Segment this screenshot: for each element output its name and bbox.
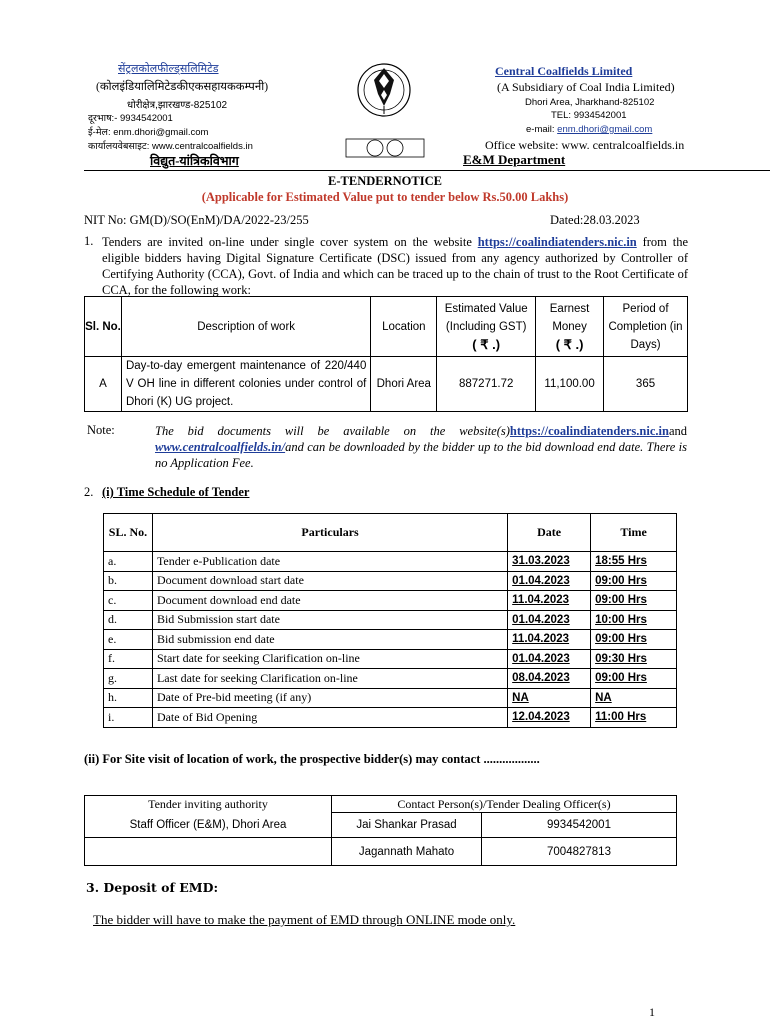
coal-india-logo [355,58,413,128]
sched-cell-date: 01.04.2023 [508,571,591,591]
sched-cell-time: 11:00 Hrs [591,708,677,728]
sched-cell-date: 08.04.2023 [508,669,591,689]
note-and: and [668,424,687,438]
site-visit-line: (ii) For Site visit of location of work, the prospective bidder(s) may contact .................. [84,752,540,766]
wt-header-estimate-label: Estimated Value (Including GST) [444,302,528,333]
sched-cell-sl: c. [104,591,153,611]
contact-person-1-phone: 9934542001 [482,813,677,838]
company-name: Central Coalfields Limited [495,64,633,78]
work-table [84,296,688,412]
notice-title: E-TENDERNOTICE [328,174,442,188]
note-rest: and can be downloaded by the bidder up to the bid download end date. There is no Application Fee. [155,440,687,470]
notice-subtitle: (Applicable for Estimated Value put to tender below Rs.50.00 Lakhs) [201,190,569,204]
hindi-website: कार्यालयवेबसाइट: www.centralcoalfields.in [88,141,253,152]
wt-header-emd-label: Earnest Money [549,302,590,333]
note-text [155,423,687,471]
wt-cell-location: Dhori Area [371,357,437,412]
schedule-row [104,669,677,689]
schedule-row [104,708,677,728]
sched-cell-date: 31.03.2023 [508,552,591,572]
sched-cell-sl: e. [104,630,153,650]
sched-cell-time: 09:00 Hrs [591,669,677,689]
sched-cell-particulars: Bid Submission start date [152,610,507,630]
sched-cell-sl: d. [104,610,153,630]
sched-cell-particulars: Bid submission end date [152,630,507,650]
sched-cell-sl: f. [104,649,153,669]
sched-cell-particulars: Last date for seeking Clarification on-line [152,669,507,689]
schedule-row [104,649,677,669]
sched-cell-sl: h. [104,688,153,708]
sched-cell-time: 10:00 Hrs [591,610,677,630]
sched-header-date: Date [508,514,591,552]
wt-header-emd [536,297,604,357]
email-label: e-mail: [526,124,555,135]
sched-cell-particulars: Date of Bid Opening [152,708,507,728]
sched-cell-date: 11.04.2023 [508,591,591,611]
sched-cell-date: 01.04.2023 [508,649,591,669]
sched-header-particulars: Particulars [152,514,507,552]
website-line: Office website: www. centralcoalfields.in [485,138,685,152]
nit-number: NIT No: GM(D)/SO(EnM)/DA/2022-23/255 [84,213,309,227]
para1-lead: Tenders are invited on-line under single cover system on the website [102,235,478,249]
wt-header-sl: Sl. No. [85,297,122,357]
logo-banner [345,136,425,160]
contact-person-2-phone: 7004827813 [482,838,677,866]
sched-cell-sl: i. [104,708,153,728]
wt-header-emd-unit: ( ₹ .) [555,336,584,352]
section2-number: 2. [84,485,94,499]
address-line: Dhori Area, Jharkhand-825102 [525,97,655,108]
sched-cell-time: 09:30 Hrs [591,649,677,669]
sched-cell-particulars: Tender e-Publication date [152,552,507,572]
email-link[interactable]: enm.dhori@gmail.com [557,124,653,135]
para1-number: 1. [84,234,94,248]
email-line [526,124,652,135]
tender-portal-link[interactable]: https://coalindiatenders.nic.in [477,235,637,249]
contact-empty-cell [85,838,332,866]
note-lead: The bid documents will be available on the website(s) [155,424,510,438]
sched-cell-particulars: Start date for seeking Clarification on-line [152,649,507,669]
department-name: E&M Department [463,152,566,167]
wt-cell-sl: A [85,357,122,412]
schedule-row [104,688,677,708]
sched-cell-date: 01.04.2023 [508,610,591,630]
wt-header-period: Period of Completion (in Days) [604,297,688,357]
wt-cell-emd: 11,100.00 [536,357,604,412]
subsidiary-line: (A Subsidiary of Coal India Limited) [497,80,675,94]
sched-header-time: Time [591,514,677,552]
sched-cell-particulars: Document download start date [152,571,507,591]
phone-line: TEL: 9934542001 [551,110,627,121]
hindi-address: धोरीक्षेत्र,झारखण्ड-825102 [127,100,228,111]
sched-cell-date: 12.04.2023 [508,708,591,728]
wt-header-estimate [437,297,536,357]
page-number: 1 [649,1005,655,1019]
nit-date: Dated:28.03.2023 [550,213,640,227]
schedule-row [104,591,677,611]
wt-header-location: Location [371,297,437,357]
hindi-department: विद्युत-यांत्रिकविभाग [150,154,239,168]
sched-cell-time: 09:00 Hrs [591,571,677,591]
schedule-row [104,630,677,650]
note-link-portal[interactable]: https://coalindiatenders.nic.in [509,424,669,438]
sched-cell-date: NA [508,688,591,708]
sched-cell-sl: g. [104,669,153,689]
contact-authority: Staff Officer (E&M), Dhori Area [85,813,332,838]
sched-cell-particulars: Document download end date [152,591,507,611]
contact-header-person: Contact Person(s)/Tender Dealing Officer(s) [332,796,677,813]
header-divider [84,170,770,171]
hindi-phone: दूरभाष:- 9934542001 [88,113,173,124]
hindi-company-name: सेंट्रलकोलफील्ड्सलिमिटेड [118,63,219,75]
sched-cell-time: NA [591,688,677,708]
contact-header-authority: Tender inviting authority [85,796,332,813]
sched-cell-particulars: Date of Pre-bid meeting (if any) [152,688,507,708]
sched-header-sl: SL. No. [104,514,153,552]
sched-cell-time: 09:00 Hrs [591,630,677,650]
hindi-subsidiary: (कोलइंडियालिमिटेडकीएकसहायककम्पनी) [96,81,269,93]
sched-cell-date: 11.04.2023 [508,630,591,650]
hindi-email: ई-मेल: enm.dhori@gmail.com [88,127,209,138]
sched-cell-time: 18:55 Hrs [591,552,677,572]
sched-cell-time: 09:00 Hrs [591,591,677,611]
section3-title: 3. Deposit of EMD: [86,880,219,895]
wt-cell-period: 365 [604,357,688,412]
section2-title: (i) Time Schedule of Tender [102,485,250,499]
contact-person-1-name: Jai Shankar Prasad [332,813,482,838]
para1-rest: from the eligible bidders having Digital Signature Certificate (DSC) issued from any agency authorized by Controller of Certifying Authority (CCA), Govt. of India and which can be traced up to the chain of trust to the Root Certificate of CCA, for the following work: [102,235,688,297]
note-link-website[interactable]: www.centralcoalfields.in/ [155,440,286,454]
wt-header-desc: Description of work [121,297,370,357]
wt-header-estimate-unit: ( ₹ .) [472,336,501,352]
contact-person-2-name: Jagannath Mahato [332,838,482,866]
sched-cell-sl: b. [104,571,153,591]
note-label: Note: [87,423,115,437]
sched-cell-sl: a. [104,552,153,572]
schedule-row [104,610,677,630]
wt-cell-estimate: 887271.72 [437,357,536,412]
para1-text [102,234,688,298]
schedule-row [104,571,677,591]
wt-cell-desc: Day-to-day emergent maintenance of 220/440 V OH line in different colonies under control of Dhori (K) UG project. [121,357,370,412]
emd-instruction: The bidder will have to make the payment of EMD through ONLINE mode only. [93,912,516,927]
schedule-row [104,552,677,572]
contact-table [84,795,677,866]
schedule-table [103,513,677,728]
